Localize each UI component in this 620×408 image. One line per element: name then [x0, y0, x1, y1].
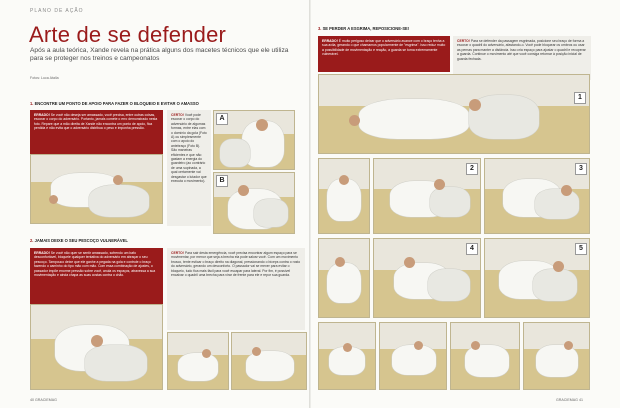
photo-tag-a: A: [216, 113, 228, 125]
section2-wrong-text: Se você não quer se sentir amassado, sofrendo um bafo desconfortável, bloqueie qualquer tentativa do adversário em abraçar o seu pescoço. Tampouco deixe que ele ganhe a pegada na gola e controle o braço fazendo o caminho do tipo mão com mão. Com essa combinação de ajustes, o passador impõe enorme pressão sobre você, anula os espaços, atravessa a sua movimentação e ainda chapa as suas costas contra o chão.: [34, 251, 156, 278]
section2-wrong-box: [30, 248, 163, 304]
section3-photo-left-strip-top: [318, 158, 370, 234]
right-label: CERTO!: [171, 113, 184, 117]
section1-number: 1.: [30, 101, 34, 106]
section1-right-text: Você pode escorar o corpo do adversário de algumas formas, entre elas com o domínio da gola (Foto A) ou simplesmente com o apoio do antebraço (Foto B). São maneiras eficientes e que não gastam a energia do guardeiro (ao contrário de uma supinada, a qual certamente vai desgastar o lutador que executa o movimento).: [171, 113, 207, 184]
section1-heading: [30, 101, 199, 106]
section1-wrong-text: Se você não deseja ser amassado, você precisa, entre outras coisas, escorar o corpo do adversário. Portanto, jamais comete o erro demonstrado nesta foto. Repare que a mão direita de Xande não encontra um ponto de apoio, fica perdida e não evita que o adversário distribua o peso e imponha pressão.: [34, 113, 158, 131]
section3-photo-left-strip-bottom: [318, 238, 370, 318]
section1-wrong-photo: [30, 154, 163, 224]
section3-wrong-box: [318, 36, 450, 72]
wrong-label-2: ERRADO!: [34, 251, 50, 255]
section3-photo-bottom-1: [318, 322, 376, 390]
section3-photo-bottom-4: [523, 322, 590, 390]
article-title: Arte de se defender: [29, 22, 227, 47]
page-number-left: 40 GRACIEMAG: [30, 398, 57, 402]
section3-heading-text: SE PERDER A ESGRIMA, REPOSICIONE-SE!: [322, 26, 410, 31]
article-lede: Após a aula teórica, Xande revela na prática alguns dos macetes técnicos que ele utiliza para se proteger nos treinos e campeonatos: [30, 47, 289, 63]
section1-right-box: [167, 110, 211, 226]
photo-tag-1: 1: [574, 92, 586, 104]
section3-photo-2: [373, 158, 481, 234]
section3-photo-wide: [318, 74, 590, 154]
photo-tag-3: 3: [575, 163, 587, 175]
section3-photo-bottom-2: [379, 322, 447, 390]
section2-wrong-photo: [30, 304, 163, 390]
section3-wrong-text: É muito perigoso deixar que o adversário avance com o braço tenha a sua axila, gerando o que chamamos popularmente de "esgrima". Isso reduz muito a possibilidade de movimentação e reação, a guarda se torna extremamente vulnerável.: [322, 39, 446, 57]
right-label-2: CERTO!: [171, 251, 184, 255]
wrong-label-3: ERRADO!: [322, 39, 338, 43]
section3-heading: [318, 26, 409, 31]
section2-photo-1: [167, 332, 229, 390]
photo-credit: Fotos: Luca Atalla: [30, 76, 59, 80]
section-kicker: PLANO DE AÇÃO: [30, 8, 84, 14]
section3-photo-4: [373, 238, 481, 318]
page-spine: [309, 0, 311, 408]
page-number-right: GRACIEMAG 41: [556, 398, 583, 402]
photo-tag-4: 4: [466, 243, 478, 255]
section2-right-box: [167, 248, 305, 330]
photo-tag-5: 5: [575, 243, 587, 255]
wrong-label: ERRADO!: [34, 113, 50, 117]
section1-heading-text: ENCONTRE UM PONTO DE APOIO PARA FAZER O BLOQUEIO E EVITAR O AMASSO: [34, 101, 199, 106]
section2-heading: [30, 238, 128, 243]
section2-photo-2: [231, 332, 307, 390]
photo-tag-2: 2: [466, 163, 478, 175]
photo-tag-b: B: [216, 175, 228, 187]
right-label-3: CERTO!: [457, 39, 470, 43]
section3-right-text: Para se defender da passagem esgrimada, posicione seu braço de forma a escorar o quadril do adversário, afastando-o. Você pode bloquear os ombros ou usar as pernas para manter a distância. Isso cria espaço para ajustar o quadril e recuperar a guarda. Continue o movimento até que você consiga retornar à posição inicial de guarda fechada.: [457, 39, 586, 61]
section2-right-text: Para sair desta emergência, você precisa encontrar algum espaço para se movimentar, por menor que seja a brecha ela pode salvar você. Com um movimento brusco, tente esticar o braço direito na diagonal, pressionando o bíceps contra o rosto do adversário, gerando um desconforto. O passador vai se mexer para evitar o bloqueio, tudo fica mais fácil para você escapar para lateral. Por fim, é possível encaixar o quadril uma brecha para virar de frente para ele e repor sua guarda.: [171, 251, 301, 278]
section1-wrong-box: [30, 110, 163, 154]
section2-number: 2.: [30, 238, 34, 243]
section3-photo-bottom-3: [450, 322, 520, 390]
section3-number: 3.: [318, 26, 322, 31]
section2-heading-text: JAMAIS DEIXE O SEU PESCOÇO VULNERÁVEL: [34, 238, 128, 243]
